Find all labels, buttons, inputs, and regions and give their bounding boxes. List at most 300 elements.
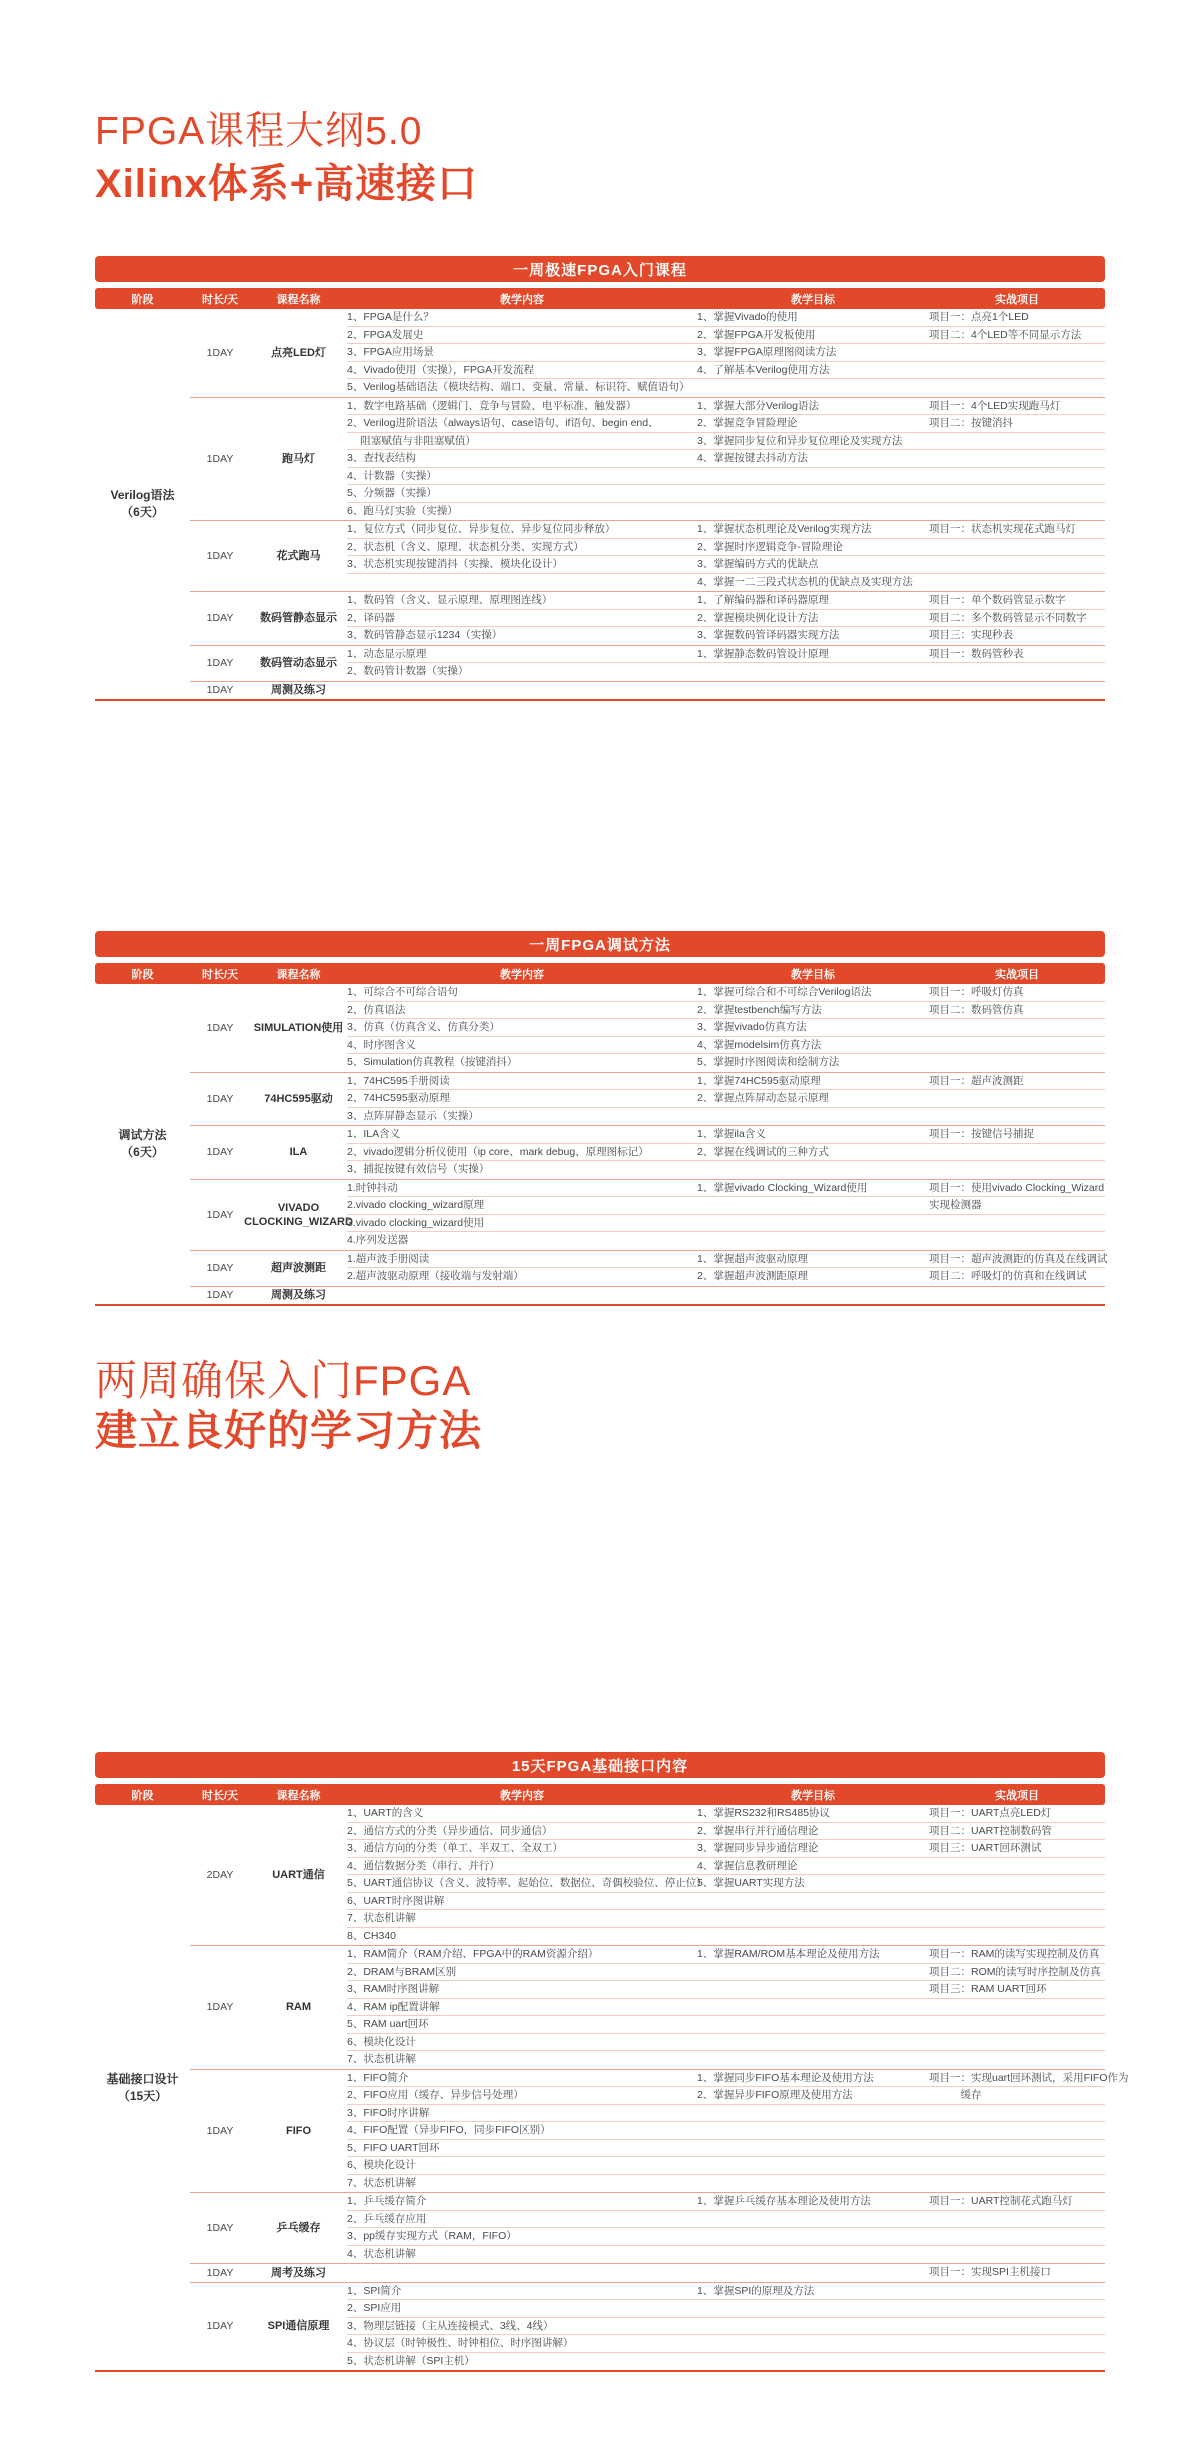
table-row: [347, 1197, 1105, 1215]
table-row: [347, 1019, 1105, 1037]
lesson-lines: [347, 592, 1105, 645]
teaching-goal-cell: 4、掌握按键去抖动方法: [697, 452, 808, 464]
column-header: 阶段: [131, 968, 154, 981]
table-row: [347, 1215, 1105, 1233]
lesson-lines: [347, 2193, 1105, 2263]
teaching-goal-cell: 3、掌握FPGA原理图阅读方法: [697, 346, 837, 358]
practice-project-cell: 项目一：UART控制花式跑马灯: [929, 2195, 1073, 2207]
duration-cell: 1DAY: [206, 550, 234, 562]
duration-cell: 1DAY: [206, 2124, 234, 2137]
teaching-content-cell: 6、跑马灯实验（实操）: [347, 504, 458, 517]
table-row: [347, 646, 1105, 664]
stage-cell: [95, 1805, 190, 2370]
table-row: [347, 1054, 1105, 1072]
teaching-content-cell: 3、FIFO时序讲解: [347, 2106, 430, 2119]
course-group: [190, 397, 1105, 521]
teaching-content-cell: 5、FIFO UART回环: [347, 2141, 440, 2154]
duration-cell: 1DAY: [206, 2266, 234, 2279]
duration-cell: 1DAY: [206, 452, 234, 465]
practice-project-cell: 项目二：UART控制数码管: [929, 1824, 1052, 1837]
teaching-content-cell: 2、乒乓缓存应用: [347, 2212, 427, 2225]
table-body: [95, 1805, 1129, 2372]
course-groups: [190, 984, 1108, 1304]
duration-cell: 1DAY: [206, 2222, 234, 2234]
table-row: [347, 1964, 1105, 1982]
practice-project-cell: 项目一：UART点亮LED灯: [929, 1807, 1052, 1819]
duration-cell: 2DAY: [206, 1869, 234, 1881]
teaching-content-cell: 3、仿真（仿真含义、仿真分类）: [347, 1021, 500, 1033]
course-groups: [190, 1805, 1129, 2370]
teaching-goal-cell: 3、掌握同步异步通信理论: [697, 1842, 819, 1854]
table-row: [347, 1073, 1105, 1091]
course-name: 花式跑马: [276, 550, 321, 562]
course-group: [190, 2282, 1105, 2371]
teaching-content-cell: 1、乒乓缓存简介: [347, 2195, 427, 2207]
teaching-content-cell: 2、DRAM与BRAM区别: [347, 1965, 457, 1978]
duration-cell: 1DAY: [206, 346, 234, 359]
teaching-content-cell: 1、UART的含义: [347, 1807, 424, 1819]
course-name: VIVADO CLOCKING_WIZARD: [244, 1201, 353, 1228]
practice-project-cell: 项目二：多个数码管显示不同数字: [929, 611, 1087, 624]
practice-project-cell: 项目二：4个LED等不同显示方法: [929, 328, 1082, 341]
teaching-content-cell: 1、74HC595手册阅读: [347, 1074, 450, 1087]
table-row: [347, 2246, 1105, 2264]
course-group: [190, 309, 1105, 397]
table-row: [347, 485, 1105, 503]
table-row: [347, 2175, 1105, 2193]
teaching-content-cell: 1、数码管（含义、显示原理、原理图连线）: [347, 594, 553, 606]
table-header: [95, 963, 1105, 984]
teaching-content-cell: 2.vivado clocking_wizard原理: [347, 1199, 485, 1211]
practice-project-cell: 项目一：状态机实现花式跑马灯: [929, 523, 1076, 535]
table-row: [347, 433, 1105, 451]
duration-cell: 1DAY: [206, 657, 234, 669]
teaching-content-cell: 1、SPI简介: [347, 2284, 402, 2297]
duration-cell: 1DAY: [206, 1262, 234, 1274]
teaching-goal-cell: 2、掌握竞争冒险理论: [697, 417, 798, 429]
practice-project-cell: 项目一：数码管秒表: [929, 647, 1024, 660]
teaching-content-cell: 1、复位方式（同步复位、异步复位、异步复位同步释放）: [347, 523, 616, 535]
teaching-content-cell: 5、Simulation仿真教程（按键消抖）: [347, 1056, 518, 1068]
table-row: [347, 2193, 1105, 2211]
mid-title-line1: 两周确保入门FPGA: [95, 1357, 472, 1404]
teaching-goal-cell: 1、掌握静态数码管设计原理: [697, 647, 829, 660]
course-group: [190, 1286, 1105, 1305]
table-week2-fpga-debug: [95, 931, 1108, 1306]
teaching-content-cell: 3.vivado clocking_wizard使用: [347, 1216, 485, 1229]
table-row: [347, 2353, 1105, 2371]
teaching-goal-cell: 1、掌握超声波驱动原理: [697, 1252, 808, 1265]
lesson-lines: [347, 2070, 1129, 2193]
teaching-goal-cell: 3、掌握编码方式的优缺点: [697, 558, 819, 570]
table-row: [347, 398, 1105, 416]
column-header: 教学内容: [500, 293, 544, 306]
teaching-goal-cell: 4、掌握一二三段式状态机的优缺点及实现方法: [697, 575, 913, 588]
table-row: [347, 2157, 1105, 2175]
table-row: [347, 2283, 1105, 2301]
mid-title: [95, 1356, 1105, 1456]
table-row: [347, 2105, 1105, 2123]
course-group: [190, 645, 1105, 681]
stage-label: （15天）: [117, 2088, 168, 2103]
table-row: [347, 984, 1105, 1002]
teaching-goal-cell: 1、掌握同步FIFO基本理论及使用方法: [697, 2071, 874, 2084]
teaching-goal-cell: 1、掌握可综合和不可综合Verilog语法: [697, 986, 872, 998]
table-row: [347, 1805, 1105, 1823]
teaching-content-cell: 7、状态机讲解: [347, 1912, 416, 1924]
teaching-content-cell: 1、数字电路基础（逻辑门、竞争与冒险、电平标准、触发器）: [347, 399, 637, 412]
teaching-content-cell: 8、CH340: [347, 1929, 397, 1942]
teaching-content-cell: 4、状态机讲解: [347, 2247, 416, 2260]
teaching-content-cell: 3、查找表结构: [347, 452, 416, 464]
duration-cell: 1DAY: [206, 1021, 234, 1034]
table-row: [347, 415, 1105, 433]
practice-project-cell: 项目一：使用vivado Clocking_Wizard: [929, 1181, 1105, 1194]
practice-project-cell: 项目三：UART回环测试: [929, 1842, 1042, 1854]
table-row: [347, 468, 1105, 486]
teaching-goal-cell: 1、掌握ila含义: [697, 1128, 766, 1140]
teaching-content-cell: 2、SPI应用: [347, 2302, 402, 2314]
table-row: [347, 1161, 1105, 1179]
table-row: [347, 1126, 1105, 1144]
teaching-goal-cell: 1、掌握Vivado的使用: [697, 311, 798, 323]
table-row: [347, 1251, 1108, 1269]
table-header: [95, 288, 1105, 309]
teaching-content-cell: 2、vivado逻辑分析仪使用（ip core、mark debug、原理图标记）: [347, 1145, 649, 1158]
stage-cell: [95, 984, 190, 1304]
teaching-goal-cell: 1、掌握74HC595驱动原理: [697, 1074, 821, 1087]
course-group: [190, 2069, 1129, 2193]
page-title: [95, 0, 1105, 210]
course-name: 超声波测距: [271, 1262, 326, 1274]
column-header: 教学内容: [500, 1789, 544, 1802]
table-title: 一周极速FPGA入门课程: [95, 256, 1105, 282]
practice-project-cell: 缓存: [929, 2089, 982, 2101]
teaching-content-cell: 3、点阵屏静态显示（实操）: [347, 1109, 479, 1122]
lesson-lines: [347, 2264, 1105, 2282]
course-group: [190, 591, 1105, 645]
teaching-content-cell: 2、状态机（含义、原理、状态机分类、实现方式）: [347, 540, 584, 553]
teaching-content-cell: 2、数码管计数器（实操）: [347, 665, 469, 677]
teaching-goal-cell: 4、掌握信息教研理论: [697, 1859, 798, 1872]
teaching-content-cell: 2、Verilog进阶语法（always语句、case语句、if语句、begin end、: [347, 417, 659, 429]
course-group: [190, 984, 1105, 1072]
teaching-goal-cell: 1、掌握RAM/ROM基本理论及使用方法: [697, 1948, 880, 1960]
lesson-lines: [347, 1251, 1108, 1286]
practice-project-cell: 项目一：单个数码管显示数字: [929, 594, 1066, 606]
course-name: UART通信: [272, 1869, 325, 1881]
column-header: 时长/天: [201, 968, 239, 981]
course-group: [190, 1125, 1105, 1179]
teaching-content-cell: 1、可综合不可综合语句: [347, 986, 458, 998]
table-row: [347, 2051, 1105, 2069]
teaching-goal-cell: 2、掌握testbench编写方法: [697, 1003, 822, 1016]
teaching-content-cell: 1、ILA含义: [347, 1128, 401, 1140]
table-row: [347, 610, 1105, 628]
column-header: 时长/天: [201, 293, 239, 306]
practice-project-cell: 实现检测器: [929, 1199, 982, 1211]
table-row: [347, 1928, 1105, 1946]
teaching-content-cell: 4、通信数据分类（串行、并行）: [347, 1859, 500, 1872]
teaching-goal-cell: 1、掌握RS232和RS485协议: [697, 1807, 831, 1819]
table-row: [347, 1037, 1105, 1055]
lesson-lines: [347, 646, 1105, 681]
table-row: [347, 2016, 1105, 2034]
table-row: [347, 1287, 1105, 1305]
table-row: [347, 1875, 1105, 1893]
teaching-content-cell: 4、协议层（时钟极性、时钟相位、时序图讲解）: [347, 2337, 574, 2349]
lesson-lines: [347, 1805, 1105, 1945]
table-row: [347, 1823, 1105, 1841]
teaching-content-cell: 1、RAM简介（RAM介绍、FPGA中的RAM资源介绍）: [347, 1948, 599, 1960]
stage-label: 基础接口设计: [106, 2071, 179, 2086]
teaching-goal-cell: 3、掌握同步复位和异步复位理论及实现方法: [697, 434, 903, 447]
teaching-content-cell: 2、译码器: [347, 611, 395, 624]
teaching-content-cell: 2、通信方式的分类（异步通信、同步通信）: [347, 1824, 553, 1837]
course-name: 数码管动态显示: [260, 657, 337, 669]
teaching-goal-cell: 2、掌握FPGA开发板使用: [697, 328, 816, 341]
teaching-goal-cell: 5、掌握时序图阅读和绘制方法: [697, 1056, 840, 1068]
teaching-goal-cell: 2、掌握时序逻辑竞争-冒险理论: [697, 540, 843, 553]
duration-cell: 1DAY: [206, 612, 234, 625]
lesson-lines: [347, 1073, 1105, 1126]
table-row: [347, 2034, 1105, 2052]
teaching-content-cell: 6、模块化设计: [347, 2159, 416, 2171]
stage-label: 调试方法: [118, 1128, 167, 1142]
course-name: 74HC595驱动: [264, 1092, 333, 1105]
lesson-lines: [347, 2283, 1105, 2371]
lesson-lines: [347, 309, 1105, 397]
teaching-content-cell: 4.序列发送器: [347, 1234, 409, 1246]
teaching-content-cell: 1、FPGA是什么？: [347, 311, 434, 323]
lesson-lines: [347, 682, 1105, 700]
course-name: FIFO: [285, 2124, 312, 2137]
practice-project-cell: 项目二：ROM的读写时序控制及仿真: [929, 1965, 1101, 1978]
table-row: [347, 1946, 1105, 1964]
table-15day-basic-interface: [95, 1752, 1129, 2372]
table-row: [347, 2264, 1105, 2282]
table-header: [95, 1784, 1105, 1805]
teaching-goal-cell: 1、掌握大部分Verilog语法: [697, 399, 819, 412]
practice-project-cell: 项目一：RAM的读写实现控制及仿真: [929, 1948, 1100, 1960]
table-row: [347, 1858, 1105, 1876]
table-row: [347, 1999, 1105, 2017]
teaching-content-cell: 7、状态机讲解: [347, 2176, 416, 2189]
table-row: [347, 1180, 1105, 1198]
column-header: 实战项目: [995, 968, 1039, 981]
duration-cell: 1DAY: [206, 1208, 234, 1221]
table-row: [347, 663, 1105, 681]
column-header: 实战项目: [995, 1789, 1039, 1802]
practice-project-cell: 项目一：呼吸灯仿真: [929, 986, 1024, 998]
column-header: 时长/天: [201, 1789, 239, 1802]
teaching-content-cell: 2、FPGA发展史: [347, 328, 424, 341]
teaching-content-cell: 4、FIFO配置（异步FIFO，同步FIFO区别）: [347, 2124, 551, 2136]
duration-cell: 1DAY: [206, 1146, 234, 1159]
teaching-content-cell: 5、状态机讲解（SPI主机）: [347, 2354, 475, 2367]
teaching-content-cell: 1.超声波手册阅读: [347, 1252, 430, 1265]
teaching-goal-cell: 5、掌握UART实现方法: [697, 1877, 805, 1889]
course-group: [190, 1250, 1108, 1286]
practice-project-cell: 项目二：按键消抖: [929, 417, 1013, 429]
practice-project-cell: 项目一：按键信号捕捉: [929, 1128, 1034, 1140]
table-row: [347, 379, 1105, 397]
table-body: [95, 309, 1105, 701]
duration-cell: 1DAY: [206, 2320, 234, 2333]
table-row: [347, 1108, 1105, 1126]
lesson-lines: [347, 984, 1105, 1072]
lesson-lines: [347, 1946, 1105, 2069]
table-row: [347, 1910, 1105, 1928]
column-header: 课程名称: [276, 293, 321, 306]
teaching-content-cell: 2、FIFO应用（缓存、异步信号处理）: [347, 2089, 524, 2101]
teaching-content-cell: 阻塞赋值与非阻塞赋值）: [347, 434, 476, 447]
teaching-content-cell: 7、状态机讲解: [347, 2053, 416, 2065]
table-row: [347, 556, 1105, 574]
teaching-content-cell: 5、UART通信协议（含义、波特率、起始位、数据位、奇偶校验位、停止位）: [347, 1877, 707, 1889]
course-name: SIMULATION使用: [253, 1021, 344, 1034]
table-week1-fpga-intro: [95, 256, 1105, 701]
practice-project-cell: 项目三：实现秒表: [929, 629, 1013, 641]
teaching-content-cell: 2.超声波驱动原理（接收端与发射端）: [347, 1270, 524, 1282]
practice-project-cell: 项目二：数码管仿真: [929, 1003, 1024, 1016]
course-groups: [190, 309, 1105, 699]
lesson-lines: [347, 1287, 1105, 1305]
column-header: 阶段: [131, 293, 154, 306]
column-header: 实战项目: [995, 293, 1039, 306]
teaching-content-cell: 4、RAM ip配置讲解: [347, 2000, 440, 2013]
practice-project-cell: 项目二：呼吸灯的仿真和在线调试: [929, 1270, 1087, 1282]
table-title: 一周FPGA调试方法: [95, 931, 1105, 957]
course-group: [190, 681, 1105, 700]
teaching-content-cell: 1.时钟抖动: [347, 1181, 398, 1194]
column-header: 课程名称: [276, 1789, 321, 1802]
teaching-content-cell: 5、RAM uart回环: [347, 2018, 429, 2030]
teaching-content-cell: 6、模块化设计: [347, 2035, 416, 2048]
course-name: 点亮LED灯: [271, 346, 326, 359]
table-row: [347, 1090, 1105, 1108]
practice-project-cell: 项目一：超声波测距: [929, 1074, 1024, 1087]
teaching-content-cell: 4、计数器（实操）: [347, 469, 437, 482]
duration-cell: 1DAY: [206, 2001, 234, 2014]
practice-project-cell: 项目一：实现SPI主机接口: [929, 2266, 1051, 2278]
teaching-content-cell: 3、数码管静态显示1234（实操）: [347, 629, 503, 641]
lesson-lines: [347, 1126, 1105, 1179]
page-title-line2: Xilinx体系+高速接口: [95, 162, 479, 206]
table-row: [347, 1840, 1105, 1858]
page-title-line1: FPGA课程大纲5.0: [95, 110, 423, 153]
teaching-goal-cell: 2、掌握模块例化设计方法: [697, 611, 819, 624]
table-row: [347, 521, 1105, 539]
course-name: 周考及练习: [271, 2266, 326, 2279]
course-group: [190, 2263, 1105, 2282]
lesson-lines: [347, 1180, 1105, 1250]
table-title: 15天FPGA基础接口内容: [95, 1752, 1105, 1778]
duration-cell: 1DAY: [206, 1289, 234, 1302]
teaching-goal-cell: 2、掌握在线调试的三种方式: [697, 1145, 829, 1158]
table-row: [347, 1232, 1105, 1250]
teaching-content-cell: 3、pp缓存实现方式（RAM，FIFO）: [347, 2230, 517, 2242]
teaching-content-cell: 2、仿真语法: [347, 1003, 406, 1016]
teaching-goal-cell: 1、掌握乒乓缓存基本理论及使用方法: [697, 2195, 871, 2207]
teaching-goal-cell: 4、了解基本Verilog使用方法: [697, 363, 830, 376]
table-row: [347, 1268, 1105, 1286]
table-row: [347, 574, 1105, 592]
stage-cell: [95, 309, 190, 699]
teaching-goal-cell: 1、掌握vivado Clocking_Wizard使用: [697, 1181, 868, 1194]
course-name: RAM: [285, 2001, 312, 2014]
lesson-lines: [347, 521, 1105, 591]
teaching-goal-cell: 2、掌握点阵屏动态显示原理: [697, 1092, 829, 1104]
practice-project-cell: 项目一：4个LED实现跑马灯: [929, 399, 1061, 412]
practice-project-cell: 项目一：超声波测距的仿真及在线调试: [929, 1252, 1108, 1265]
teaching-content-cell: 5、分频器（实操）: [347, 487, 437, 499]
stage-label: Verilog语法: [110, 488, 175, 502]
teaching-content-cell: 3、RAM时序图讲解: [347, 1983, 440, 1995]
column-header: 教学内容: [500, 968, 544, 981]
stage-label: （6天）: [121, 1145, 164, 1159]
stage-label: （6天）: [121, 505, 164, 519]
table-row: [347, 627, 1105, 645]
column-header: 阶段: [131, 1789, 154, 1802]
table-row: [347, 1981, 1105, 1999]
table-row: [347, 539, 1105, 557]
teaching-goal-cell: 3、掌握vivado仿真方法: [697, 1021, 807, 1033]
teaching-goal-cell: 1、掌握SPI的原理及方法: [697, 2284, 815, 2297]
teaching-content-cell: 3、状态机实现按键消抖（实操、模块化设计）: [347, 558, 563, 570]
lesson-lines: [347, 398, 1105, 521]
table-row: [347, 682, 1105, 700]
teaching-content-cell: 3、FPGA应用场景: [347, 346, 434, 358]
course-group: [190, 1072, 1105, 1126]
course-name: 数码管静态显示: [260, 612, 337, 625]
course-name: 周测及练习: [271, 1289, 326, 1302]
teaching-content-cell: 2、74HC595驱动原理: [347, 1092, 450, 1104]
table-row: [347, 592, 1105, 610]
table-row: [347, 2318, 1105, 2336]
teaching-goal-cell: 2、掌握异步FIFO原理及使用方法: [697, 2089, 853, 2101]
course-group: [190, 1179, 1105, 1250]
practice-project-cell: 项目一：实现uart回环测试，采用FIFO作为: [929, 2071, 1129, 2084]
duration-cell: 1DAY: [206, 1092, 234, 1105]
practice-project-cell: 项目三：RAM UART回环: [929, 1983, 1047, 1995]
table-row: [347, 503, 1105, 521]
table-row: [347, 2228, 1105, 2246]
table-row: [347, 1893, 1105, 1911]
column-header: 教学目标: [791, 1789, 835, 1802]
table-row: [347, 1144, 1105, 1162]
teaching-content-cell: 1、FIFO简介: [347, 2071, 409, 2084]
table-row: [347, 309, 1105, 327]
teaching-content-cell: 3、通信方向的分类（单工、半双工、全双工）: [347, 1842, 563, 1854]
course-name: SPI通信原理: [267, 2320, 330, 2333]
teaching-goal-cell: 1、了解编码器和译码器原理: [697, 594, 829, 606]
table-row: [347, 1002, 1105, 1020]
course-name: 乒乓缓存: [276, 2222, 321, 2234]
column-header: 课程名称: [276, 968, 321, 981]
teaching-content-cell: 6、UART时序图讲解: [347, 1894, 445, 1907]
teaching-goal-cell: 4、掌握modelsim仿真方法: [697, 1038, 822, 1051]
teaching-content-cell: 4、时序图含义: [347, 1038, 416, 1051]
table-row: [347, 2335, 1105, 2353]
table-body: [95, 984, 1108, 1306]
table-row: [347, 344, 1105, 362]
column-header: 教学目标: [791, 968, 835, 981]
course-outline-page: [95, 0, 1129, 2372]
table-row: [347, 362, 1105, 380]
table-row: [347, 2211, 1105, 2229]
teaching-goal-cell: 2、掌握超声波测距原理: [697, 1270, 808, 1282]
